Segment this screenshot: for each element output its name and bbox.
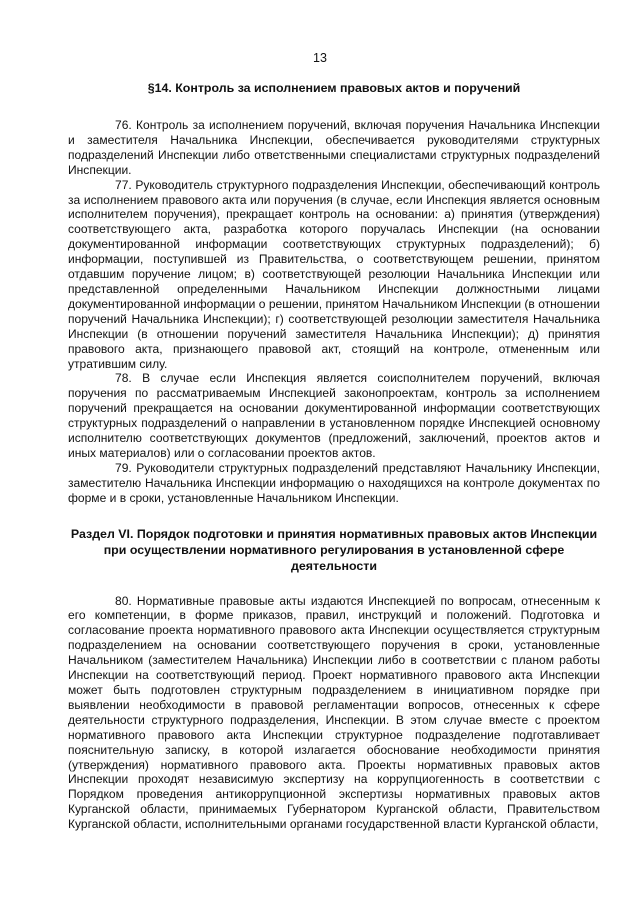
paragraph-79: 79. Руководители структурных подразделений представляют Начальнику Инспекции, заместителю Начальника Инспекции информацию о находящихся на контроле документах по форме и в сроки, установленные Начальником Инспекции. — [68, 460, 600, 505]
paragraph-78: 78. В случае если Инспекция является соисполнителем поручений, включая поручения по рассматриваемым Инспекцией законопроектам, контроль за исполнением поручений прекращается на основании документированной информации соответствующих структурных подразделений о направлении в установленном порядке Инспекцией основному исполнителю соответствующих документов (предложений, заключений, проектов актов и иных материалов) или о согласовании проектов актов. — [68, 371, 600, 460]
section-6-heading: Раздел VI. Порядок подготовки и принятия нормативных правовых актов Инспекции при осуществлении нормативного регулирования в установленной сфере деятельности — [70, 526, 598, 573]
page-number: 13 — [313, 51, 327, 65]
paragraph-77: 77. Руководитель структурного подразделения Инспекции, обеспечивающий контроль за исполнением правового акта или поручения (в случае, если Инспекция является основным исполнителем поручения), прекращает контроль на основании: а) принятия (утверждения) соответствующего акта, разработка которого поручалась Инспекции (на основании документированной информации соответствующих структурных подразделений); б) информации, поступившей из Правительства, о соответствующем решении, принятом отдавшим поручение лицом; в) соответствующей резолюции Начальника Инспекции или представленной определенными Начальником Инспекции должностными лицами документированной информации о решении, принятом Начальником Инспекции (в отношении поручений Начальника Инспекции); г) соответствующей резолюции заместителя Начальника Инспекции (в отношении поручений заместителя Начальника Инспекции); д) принятия правового акта, признающего правовой акт, стоящий на контроле, отмененным или утратившим силу. — [68, 177, 600, 371]
paragraph-76: 76. Контроль за исполнением поручений, включая поручения Начальника Инспекции и заместителя Начальника Инспекции, обеспечивается руководителями структурных подразделений Инспекции либо ответственными специалистами структурных подразделений Инспекции. — [68, 118, 600, 177]
document-body — [68, 80, 600, 832]
section-14-heading: §14. Контроль за исполнением правовых актов и поручений — [147, 81, 521, 95]
paragraph-80: 80. Нормативные правовые акты издаются Инспекцией по вопросам, отнесенным к его компетенции, в форме приказов, правил, инструкций и положений. Подготовка и согласование проекта нормативного правового акта Инспекции осуществляется структурным подразделением на основании соответствующего поручения в сроки, установленные Начальником (заместителем Начальника) Инспекции либо в соответствии с планом работы Инспекции на соответствующий период. Проект нормативного правового акта Инспекции может быть подготовлен структурным подразделением в инициативном порядке при выявлении необходимости в правовой регламентации вопросов, отнесенных к сфере деятельности структурного подразделения, Инспекции. В этом случае вместе с проектом нормативного правового акта Инспекции структурное подразделение подготавливает пояснительную записку, в которой излагается обоснование необходимости принятия (утверждения) нормативного правового акта. Проекты нормативных правовых актов Инспекции проходят независимую экспертизу на коррупциогенность в соответствии с Порядком проведения антикоррупционной экспертизы нормативных правовых актов Курганской области, принимаемых Губернатором Курганской области, Правительством Курганской области, исполнительными органами государственной власти Курганской области, — [68, 593, 600, 832]
